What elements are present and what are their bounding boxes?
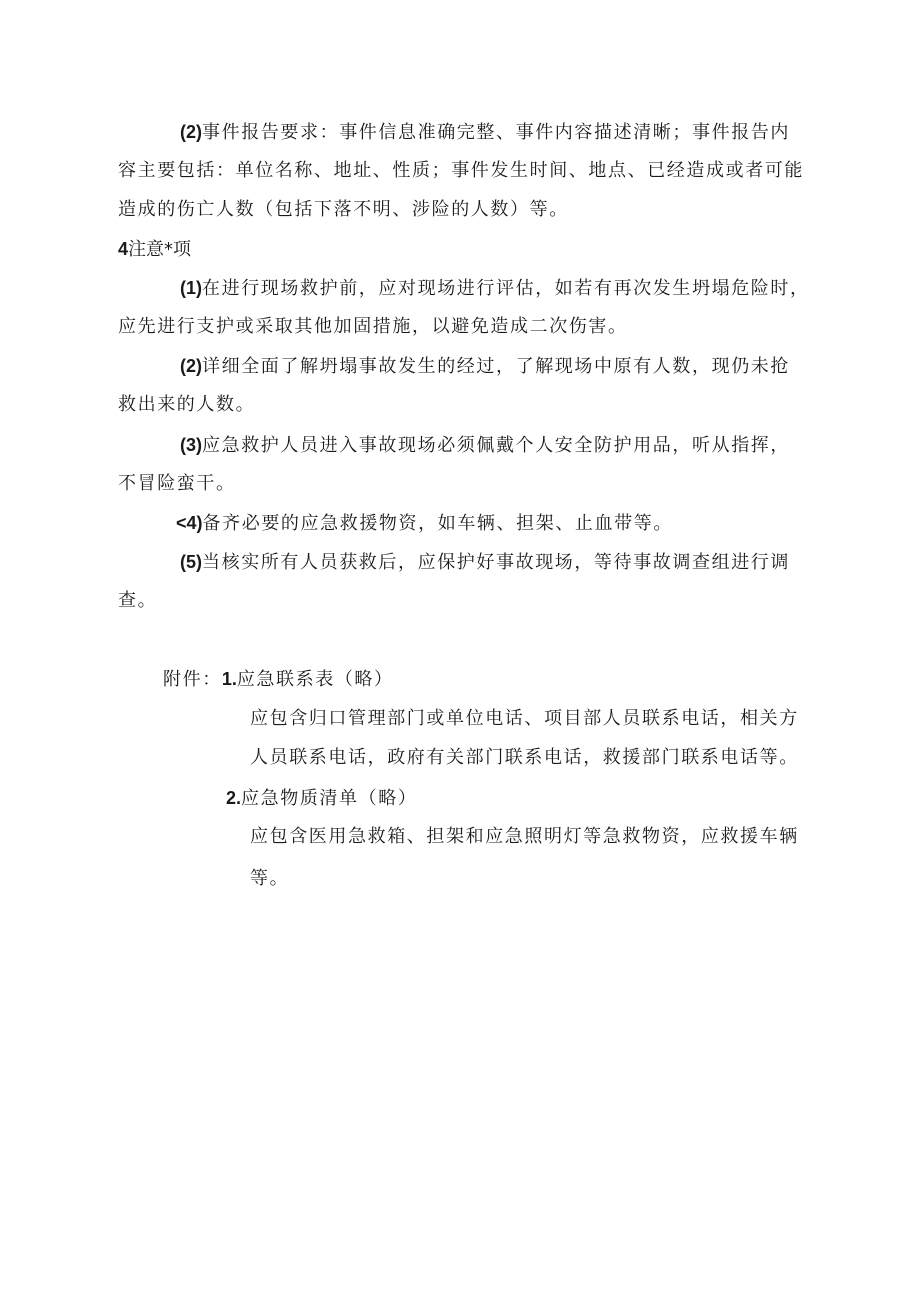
item2-number: (2): [180, 122, 202, 142]
note1-text-line2: 应先进行支护或采取其他加固措施，以避免造成二次伤害。: [118, 316, 628, 337]
note5-number: (5): [180, 552, 202, 572]
note2-text-line2: 救出来的人数。: [118, 394, 256, 415]
item2-text-line3: 造成的伤亡人数（包括下落不明、涉险的人数）等。: [118, 199, 569, 220]
note3-text-line2: 不冒险蛮干。: [118, 473, 236, 494]
note4-number: <4): [176, 513, 203, 533]
note3-line1: [180, 432, 790, 458]
note2-number: (2): [180, 356, 202, 376]
note1-text-line1: 在进行现场救护前，应对现场进行评估，如若有再次发生坍塌危险时，: [202, 278, 810, 299]
note5-text-line2: 查。: [118, 590, 158, 611]
attachment2-title: 应急物质清单（略）: [241, 788, 418, 809]
note4-text-line1: 备齐必要的应急救援物资，如车辆、担架、止血带等。: [202, 513, 673, 534]
note4-line1: [176, 510, 673, 536]
note2-text-line1: 详细全面了解坍塌事故发生的经过，了解现场中原有人数，现仍未抢: [202, 356, 790, 377]
attachment1-number: 1.: [221, 669, 237, 689]
section4-number: 4: [118, 239, 129, 259]
note1-number: (1): [180, 278, 202, 298]
attachment2-desc-line1: 应包含医用急救箱、担架和应急照明灯等急救物资，应救援车辆: [250, 826, 799, 847]
item2-text-line1: 事件报告要求：事件信息准确完整、事件内容描述清晰；事件报告内: [202, 122, 790, 143]
attachment1-desc-line2: 人员联系电话，政府有关部门联系电话，救援部门联系电话等。: [250, 747, 799, 768]
attachment1-line: [163, 666, 394, 692]
section4-heading: [118, 236, 191, 262]
attachments-label: 附件：: [163, 669, 222, 690]
note5-text-line1: 当核实所有人员获救后，应保护好事故现场，等待事故调查组进行调: [202, 552, 790, 573]
attachment1-title: 应急联系表（略）: [236, 669, 394, 690]
note5-line1: [180, 549, 790, 575]
section4-title: 注意*项: [128, 239, 192, 260]
item2-text-line2: 容主要包括：单位名称、地址、性质；事件发生时间、地点、已经造成或者可能: [118, 160, 804, 181]
attachment1-desc-line1: 应包含归口管理部门或单位电话、项目部人员联系电话，相关方: [250, 708, 799, 729]
note3-number: (3): [180, 435, 202, 455]
attachment2-line: [226, 785, 417, 811]
attachment2-desc-line2: 等。: [250, 868, 290, 889]
note1-line1: [180, 275, 810, 301]
attachment2-number: 2.: [226, 788, 242, 808]
note3-text-line1: 应急救护人员进入事故现场必须佩戴个人安全防护用品，听从指挥，: [202, 435, 790, 456]
item2-line1: [180, 119, 790, 145]
note2-line1: [180, 353, 790, 379]
